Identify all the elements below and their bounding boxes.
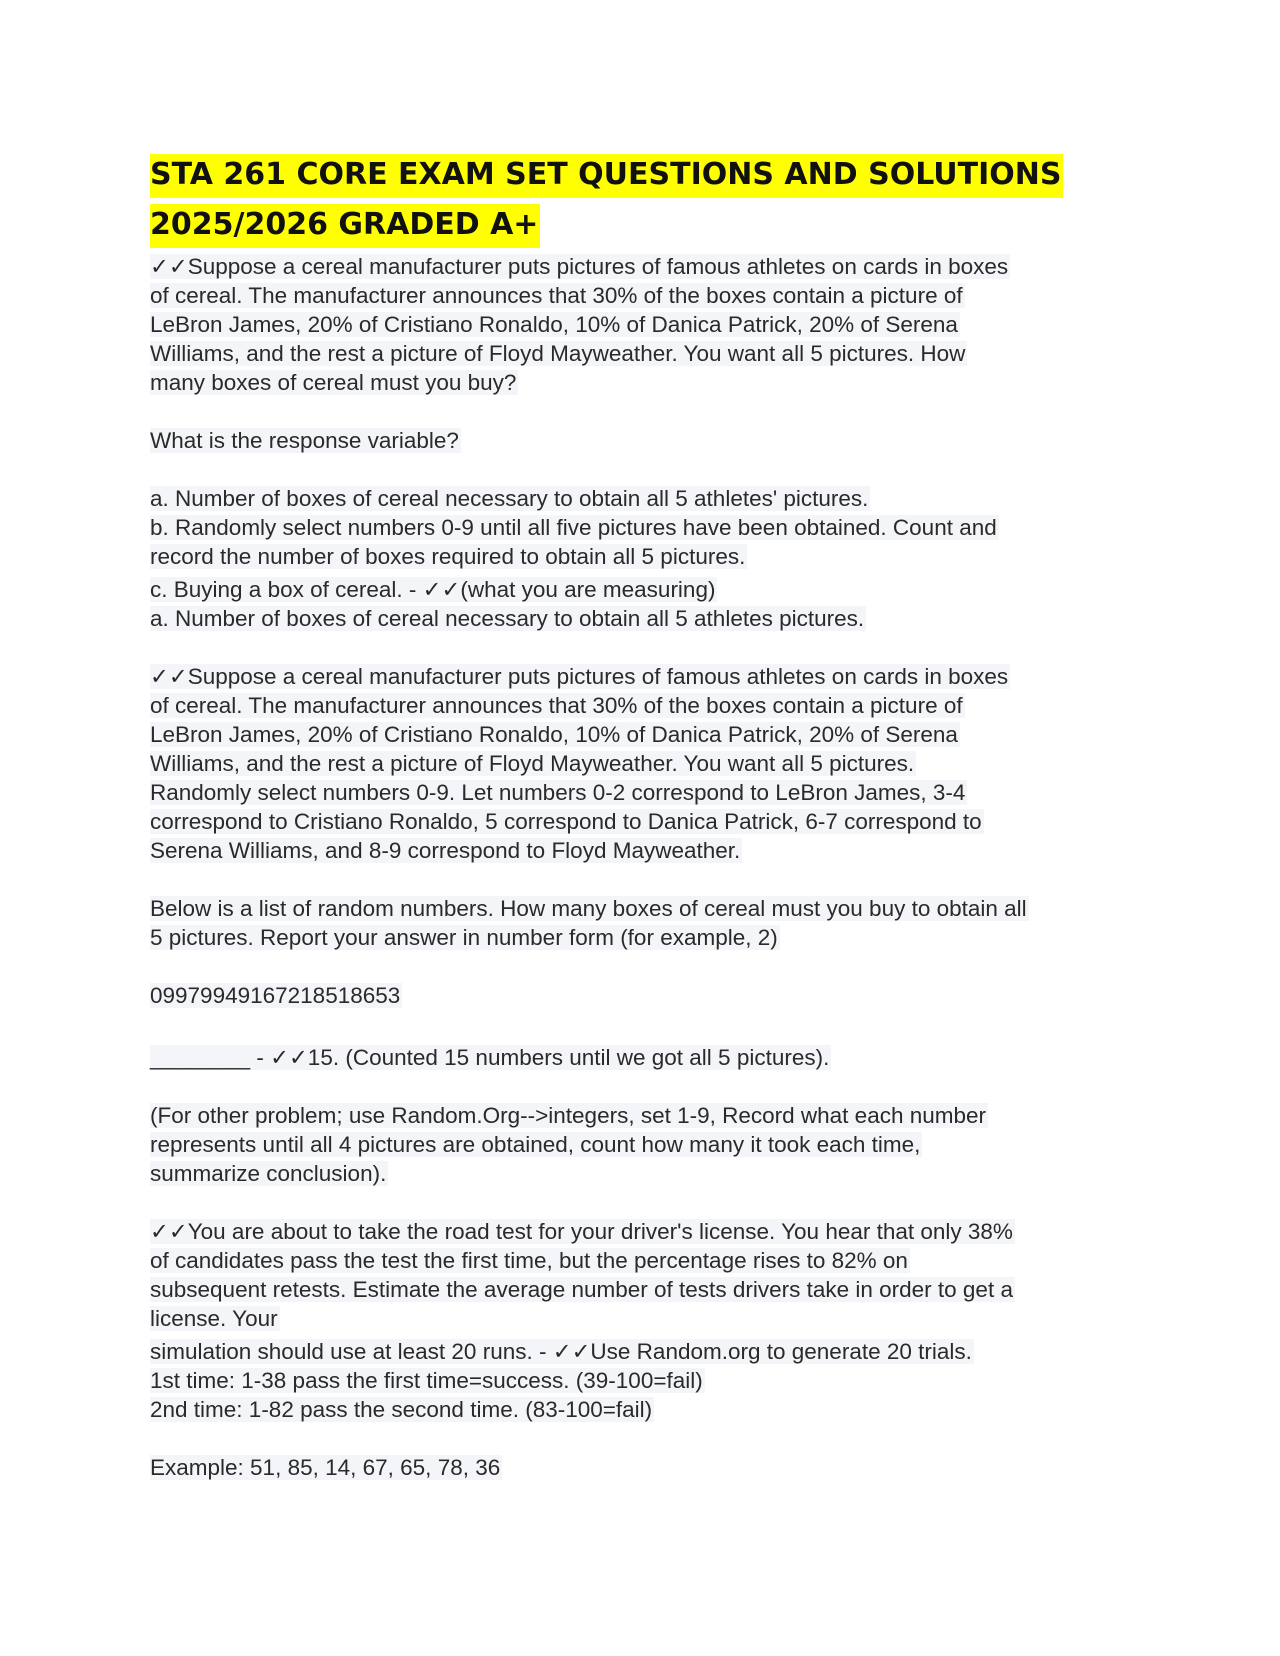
text-line: of candidates pass the test the first time, but the percentage rises to 82% on (150, 1248, 908, 1273)
text-line: (For other problem; use Random.Org-->integers, set 1-9, Record what each number (150, 1103, 987, 1128)
text-line: ✓✓You are about to take the road test for your driver's license. You hear that only 38% (150, 1219, 1013, 1244)
text-line: Williams, and the rest a picture of Floyd Mayweather. You want all 5 pictures. (150, 751, 915, 776)
text-line: many boxes of cereal must you buy? (150, 370, 517, 395)
text-line: LeBron James, 20% of Cristiano Ronaldo, 10% of Danica Patrick, 20% of Serena (150, 312, 958, 337)
text-line: 1st time: 1-38 pass the first time=success. (39-100=fail) (150, 1368, 703, 1393)
title-line-1: STA 261 CORE EXAM SET QUESTIONS AND SOLUTIONS (150, 154, 1063, 198)
text-line: Serena Williams, and 8-9 correspond to Floyd Mayweather. (150, 838, 741, 863)
text-line: subsequent retests. Estimate the average number of tests drivers take in order to get a (150, 1277, 1013, 1302)
answer-option-a: a. Number of boxes of cereal necessary to obtain all 5 athletes' pictures. (150, 486, 869, 511)
text-line: of cereal. The manufacturer announces that 30% of the boxes contain a picture of (150, 693, 963, 718)
text-line: 5 pictures. Report your answer in number form (for example, 2) (150, 925, 778, 950)
text-line: Below is a list of random numbers. How many boxes of cereal must you buy to obtain all (150, 896, 1027, 921)
document-title (150, 152, 1140, 252)
text-line: of cereal. The manufacturer announces that 30% of the boxes contain a picture of (150, 283, 963, 308)
random-numbers: 09979949167218518653 (150, 983, 401, 1008)
answer-option-c: c. Buying a box of cereal. - ✓✓(what you are measuring) (150, 577, 716, 602)
text-line: summarize conclusion). (150, 1161, 387, 1186)
text-line: license. Your (150, 1306, 278, 1331)
question-2 (150, 662, 1140, 1188)
text-line: ✓✓Suppose a cereal manufacturer puts pictures of famous athletes on cards in boxes (150, 664, 1009, 689)
text-line: ✓✓Suppose a cereal manufacturer puts pictures of famous athletes on cards in boxes (150, 254, 1009, 279)
question-3 (150, 1217, 1140, 1482)
answer-line: a. Number of boxes of cereal necessary to obtain all 5 athletes pictures. (150, 606, 865, 631)
document-body (150, 152, 1140, 1482)
text-line: Williams, and the rest a picture of Floyd Mayweather. You want all 5 pictures. How (150, 341, 966, 366)
text-line: Randomly select numbers 0-9. Let numbers 0-2 correspond to LeBron James, 3-4 (150, 780, 966, 805)
text-line: LeBron James, 20% of Cristiano Ronaldo, 10% of Danica Patrick, 20% of Serena (150, 722, 958, 747)
text-line: correspond to Cristiano Ronaldo, 5 correspond to Danica Patrick, 6-7 correspond to (150, 809, 982, 834)
text-line: 2nd time: 1-82 pass the second time. (83-100=fail) (150, 1397, 653, 1422)
title-line-2: 2025/2026 GRADED A+ (150, 204, 540, 248)
question-1 (150, 252, 1140, 633)
answer-option-b: b. Randomly select numbers 0-9 until all five pictures have been obtained. Count and (150, 515, 997, 540)
text-line: What is the response variable? (150, 428, 459, 453)
answer-line: ________ - ✓✓15. (Counted 15 numbers until we got all 5 pictures). (150, 1045, 830, 1070)
text-line: Example: 51, 85, 14, 67, 65, 78, 36 (150, 1455, 501, 1480)
text-line: simulation should use at least 20 runs. - ✓✓Use Random.org to generate 20 trials. (150, 1339, 972, 1364)
text-line: record the number of boxes required to obtain all 5 pictures. (150, 544, 746, 569)
text-line: represents until all 4 pictures are obtained, count how many it took each time, (150, 1132, 921, 1157)
